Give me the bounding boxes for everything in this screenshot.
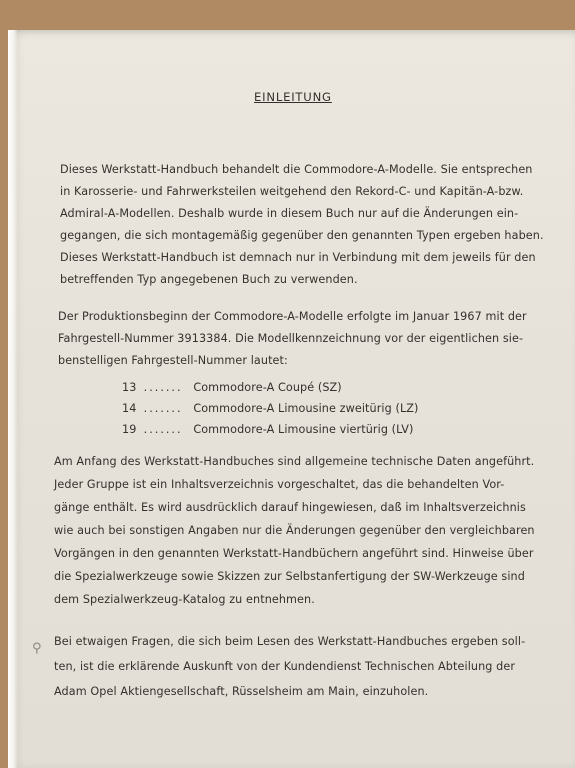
paragraph-3-line: dem Spezialwerkzeug-Katalog zu entnehmen. (54, 593, 315, 606)
model-name: Commodore-A Limousine zweitürig (LZ) (193, 402, 419, 415)
magnifier-icon: ⚲ (32, 641, 42, 656)
model-code: 14 (122, 402, 137, 415)
paragraph-4-line: Bei etwaigen Fragen, die sich beim Lesen des Werkstatt-Handbuches ergeben soll- (54, 635, 526, 648)
model-code: 19 (122, 423, 137, 436)
model-code-entry (122, 402, 419, 415)
paragraph-4-line: ten, ist die erklärende Auskunft von der Kundendienst Technischen Abteilung der (54, 660, 516, 673)
model-code: 13 (122, 381, 137, 394)
paragraph-3-line: gänge enthält. Es wird ausdrücklich darauf hingewiesen, daß im Inhaltsverzeichnis (54, 501, 526, 514)
paragraph-3-line: wie auch bei sonstigen Angaben nur die Änderungen gegenüber den vergleichbaren (54, 524, 535, 537)
paragraph-2-line: Der Produktionsbeginn der Commodore-A-Modelle erfolgte im Januar 1967 mit der (58, 310, 527, 323)
paragraph-4-line: Adam Opel Aktiengesellschaft, Rüsselsheim am Main, einzuholen. (54, 685, 429, 698)
paragraph-1-line: betreffenden Typ angegebenen Buch zu verwenden. (60, 273, 358, 286)
paragraph-1-line: Dieses Werkstatt-Handbuch ist demnach nur in Verbindung mit dem jeweils für den (60, 251, 536, 264)
paragraph-1-line: in Karosserie- und Fahrwerksteilen weitgehend den Rekord-C- und Kapitän-A-bzw. (60, 185, 524, 198)
paragraph-2-line: Fahrgestell-Nummer 3913384. Die Modellkennzeichnung vor der eigentlichen sie- (58, 332, 524, 345)
page-title: EINLEITUNG (254, 90, 332, 104)
paragraph-3-line: die Spezialwerkzeuge sowie Skizzen zur Selbstanfertigung der SW-Werkzeuge sind (54, 570, 525, 583)
paragraph-3-line: Jeder Gruppe ist ein Inhaltsverzeichnis vorgeschaltet, das die behandelten Vor- (54, 478, 505, 491)
paragraph-3-line: Am Anfang des Werkstatt-Handbuches sind allgemeine technische Daten angeführt. (54, 455, 535, 468)
model-code-entry (122, 423, 413, 436)
model-code-entry (122, 381, 342, 394)
model-name: Commodore-A Limousine viertürig (LV) (193, 423, 414, 436)
model-name: Commodore-A Coupé (SZ) (193, 381, 342, 394)
document-page (8, 30, 575, 768)
paragraph-3-line: Vorgängen in den genannten Werkstatt-Handbüchern angeführt sind. Hinweise über (54, 547, 534, 560)
paragraph-1-line: Admiral-A-Modellen. Deshalb wurde in diesem Buch nur auf die Änderungen ein- (60, 207, 519, 220)
model-code-dots: ....... (143, 402, 183, 415)
paragraph-2-line: benstelligen Fahrgestell-Nummer lautet: (58, 354, 288, 367)
paragraph-1-line: Dieses Werkstatt-Handbuch behandelt die Commodore-A-Modelle. Sie entsprechen (60, 163, 533, 176)
model-code-dots: ....... (143, 381, 183, 394)
document-text (8, 30, 575, 768)
paragraph-1-line: gegangen, die sich montagemäßig gegenüber den genannten Typen ergeben haben. (60, 229, 544, 242)
model-code-dots: ....... (143, 423, 183, 436)
